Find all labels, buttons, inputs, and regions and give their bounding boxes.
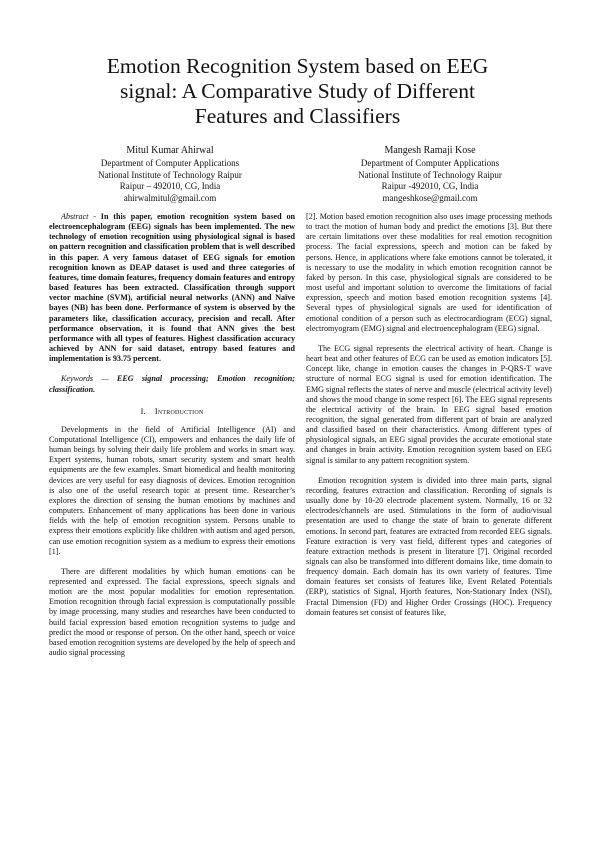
intro-paragraph-1: Developments in the field of Artificial Intelligence (AI) and Computational Intelligence (CI), empowers and enhances the daily life of human beings by solving their daily life problem and works in smart way. Expert systems, human robots, smart security system and smart health equipments are the few examples. Smart biomedical and health monitoring devices are very useful for easy diagnosis of devices. Emotion recognition is also one of the useful research topic at present time. Researcher’s explores the direction of sensing the human emotions by machines and computers. Enhancement of many applications has been done in various fields with the help of emotion recognition system. Persons unable to express their emotions explicitly like children with autism and aged person, can use emotion recognition system as a medium to express their emotions [1]. [49, 424, 295, 556]
author-block-2 [315, 145, 545, 204]
author-name: Mangesh Ramaji Kose [384, 145, 476, 156]
section-heading [49, 407, 295, 417]
left-column [49, 212, 295, 658]
title-line-2: signal: A Comparative Study of Different [120, 79, 475, 103]
keywords [49, 374, 295, 394]
paper-title [60, 54, 535, 129]
right-column [306, 212, 552, 618]
author-email: ahirwalmitul@gmail.com [123, 192, 217, 203]
author-department: Department of Computer Applications [100, 158, 240, 168]
abstract-text: In this paper, emotion recognition system based on electroencephalogram (EEG) signals has been implemented. The new technology of emotion recognition using physiological signal is based on pattern recognition and classification problem that is well described in this paper. A very famous dataset of EEG signals for emotion recognition known as DEAP dataset is used and three categories of features, time domain features, frequency domain features and entropy based features has been extracted. Classification through support vector machine (SVM), artificial neural networks (ANN) and Naïve bayes (NB) has been done. Performance of system is observed by the parameters like, classification accuracy, precision and recall. After performance observation, it is found that ANN gives the best performance with all types of features. Highest classification accuracy achieved by ANN for said dataset, entropy based features and implementation is 93.75 percent. [49, 212, 295, 364]
keywords-text: EEG signal processing; Emotion recognition; classification. [49, 374, 296, 394]
section-number: I. [140, 406, 146, 416]
author-city: Raipur – 492010, CG, India [119, 181, 221, 191]
author-institution: National Institute of Technology Raipur [98, 169, 242, 180]
section-title: Introduction [154, 406, 204, 416]
intro-paragraph-3: [2]. Motion based emotion recognition also uses image processing methods to tract the motion of human body and predict the emotions [3]. But there are certain limitations over these modalities for real emotion recognition process. The facial expressions, speech and motion can be faked by persons. Hence, in applications where fake emotions cannot be tolerated, it is necessary to use the modality in which emotion recognition cannot be faked by person. In this case, physiological signals are considered to be most useful and important solution to overcome the limitations of facial expression, speech and motion based emotion recognition systems [4]. Several types of physiological signals are used for identification of emotional condition of a person such as electrocardiogram (ECG) signal, electromyogram (EMG) signal and electroencephalogram (EEG) signal. [306, 212, 552, 333]
intro-paragraph-2: There are different modalities by which human emotions can be represented and expressed. The facial expressions, speech signals and motion are the most popular modalities for emotion representation. Emotion recognition through facial expression is computationally possible by image processing, many studies and researches have been conducted to build facial expression based emotion recognition systems to judge and predict the mood or response of person. On the other hand, speech or voice based emotion recognition systems are developed by the help of speech and audio signal processing [49, 566, 295, 658]
author-city: Raipur -492010, CG, India [381, 181, 479, 191]
author-institution: National Institute of Technology Raipur [358, 169, 502, 180]
title-line-3: Features and Classifiers [194, 104, 401, 128]
author-department: Department of Computer Applications [360, 158, 500, 168]
abstract-label: Abstract - [61, 212, 96, 221]
abstract [49, 212, 295, 364]
intro-paragraph-5: Emotion recognition system is divided into three main parts, signal recording, features extraction and classification. Recording of signals is usually done by 10-20 electrode placement system. Normally, 16 or 32 electrodes/channels are used. Stimulations in the form of audio/visual presentation are used to change the state of brain to generate different emotions. In second part, features are extracted from recorded EEG signals. Feature extraction is very vast field, different types and categories of feature extraction methods is present in literature [7]. Original recorded signals can also be transformed into different domains like, time domain to frequency domain. Each domain has its own variety of features. Time domain features set consists of features like, Event Related Potentials (ERP), statistics of Signal, Hjorth features, Non-Stationary Index (NSI), Fractal Dimension (FD) and Higher Order Crossings (HOC). Frequency domain features set consist of features like, [306, 475, 552, 617]
keywords-label: Keywords — [61, 374, 117, 384]
author-block-1 [55, 145, 285, 204]
author-name: Mitul Kumar Ahirwal [126, 145, 214, 156]
author-email: mangeshkose@gmail.com [382, 192, 478, 203]
intro-paragraph-4: The ECG signal represents the electrical activity of heart. Change is heart beat and other features of ECG can be used as emotion indicators [5]. Concept like, change in emotion causes the changes in P-QRS-T wave structure of normal ECG signal is used for emotion identification. The EMG signal reflects the states of nerve and muscle (electrical activity level) and shows the mood change in some respect [6]. The EEG signal represents the electrical activity of the brain. In EEG signal based emotion recognition, the signal generated from different part of brain are analyzed and classified based on their characteristics. Among different types of physiological signals, an EEG signal provides the accurate emotional state and changes in brain activity. Emotion recognition system based on EEG signal is similar to any pattern recognition system. [306, 343, 552, 465]
title-line-1: Emotion Recognition System based on EEG [106, 54, 489, 78]
